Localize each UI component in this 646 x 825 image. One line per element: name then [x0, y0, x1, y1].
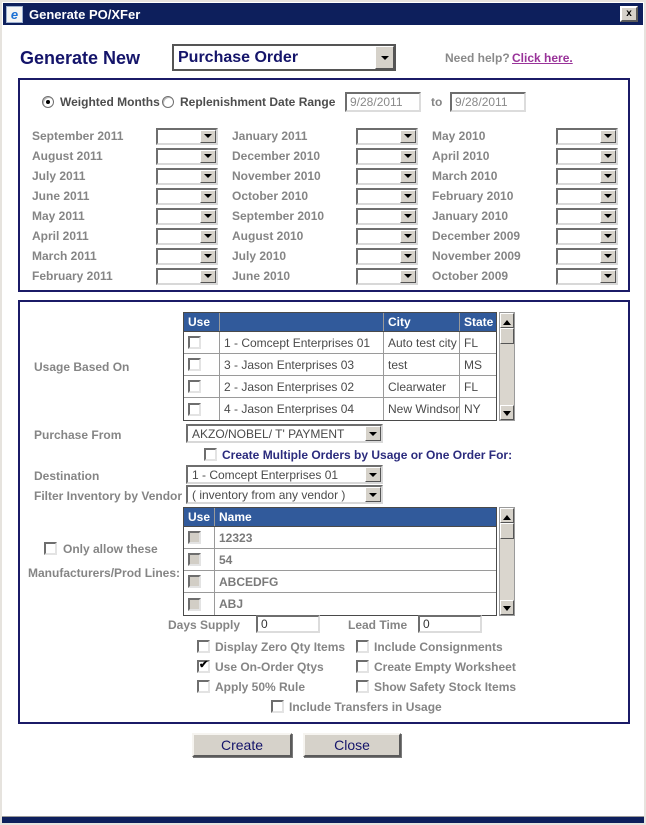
- multiple-orders-checkbox[interactable]: [204, 448, 217, 461]
- entity-name: 1 - Comcept Enterprises 01: [220, 332, 384, 353]
- month-select[interactable]: [556, 268, 618, 285]
- entity-name: 4 - Jason Enterprises 04: [220, 398, 384, 420]
- table-row: [184, 571, 496, 593]
- destination-label: Destination: [34, 469, 100, 483]
- month-label: December 2010: [232, 149, 321, 163]
- chevron-down-icon[interactable]: [200, 190, 216, 203]
- month-label: March 2011: [32, 249, 97, 263]
- weighted-months-label: Weighted Months: [60, 95, 160, 109]
- month-label: December 2009: [432, 229, 521, 243]
- chevron-down-icon[interactable]: [200, 130, 216, 143]
- use-on-order-checkbox[interactable]: [197, 660, 210, 673]
- purchase-from-select[interactable]: [186, 424, 383, 443]
- scroll-down-icon[interactable]: [500, 600, 514, 615]
- month-select[interactable]: [556, 188, 618, 205]
- use-checkbox[interactable]: [188, 380, 201, 393]
- month-label: April 2011: [32, 229, 89, 243]
- filter-vendor-label: Filter Inventory by Vendor: [34, 489, 183, 503]
- scroll-down-icon[interactable]: [500, 405, 514, 420]
- manufacturer-name: 12323: [219, 530, 253, 545]
- table-row: [184, 593, 496, 615]
- display-zero-qty-label: Display Zero Qty Items: [215, 640, 346, 654]
- month-select[interactable]: [556, 208, 618, 225]
- app-icon: e: [6, 6, 23, 23]
- usage-table-header: [184, 313, 496, 332]
- scroll-up-icon[interactable]: [500, 508, 514, 523]
- only-allow-checkbox[interactable]: [44, 542, 57, 555]
- chevron-down-icon[interactable]: [200, 230, 216, 243]
- chevron-down-icon[interactable]: [600, 270, 616, 283]
- entity-name: 2 - Jason Enterprises 02: [220, 376, 384, 397]
- only-allow-label-line1: Only allow these: [63, 542, 158, 556]
- manufacturer-name: ABCEDFG: [219, 574, 279, 589]
- usage-based-on-label: Usage Based On: [34, 360, 130, 374]
- entity-city: test: [384, 354, 460, 375]
- apply-50-rule-label: Apply 50% Rule: [215, 680, 306, 694]
- month-select[interactable]: [556, 248, 618, 265]
- to-label: to: [431, 95, 443, 109]
- manufacturers-scrollbar[interactable]: [499, 507, 515, 616]
- month-select[interactable]: [356, 228, 418, 245]
- month-label: February 2011: [32, 269, 113, 283]
- column-header: State: [464, 315, 494, 329]
- month-label: November 2009: [432, 249, 521, 263]
- purchase-from-label: Purchase From: [34, 428, 122, 442]
- chevron-down-icon[interactable]: [375, 46, 394, 69]
- month-label: July 2010: [232, 249, 287, 263]
- chevron-down-icon[interactable]: [200, 250, 216, 263]
- column-header: Use: [184, 313, 220, 331]
- chevron-down-icon[interactable]: [200, 270, 216, 283]
- month-label: May 2011: [32, 209, 85, 223]
- chevron-down-icon[interactable]: [200, 170, 216, 183]
- days-supply-input[interactable]: [256, 615, 320, 633]
- months-grid: [32, 126, 618, 286]
- column-header: City: [384, 313, 460, 331]
- use-on-order-label: Use On-Order Qtys: [215, 660, 324, 674]
- purchase-from-value: AKZO/NOBEL/ T' PAYMENT: [192, 426, 345, 441]
- scrollbar-thumb[interactable]: [500, 523, 514, 539]
- chevron-down-icon[interactable]: [600, 210, 616, 223]
- chevron-down-icon[interactable]: [600, 190, 616, 203]
- chevron-down-icon[interactable]: [365, 487, 381, 502]
- manufacturer-name: 54: [219, 552, 233, 567]
- month-select[interactable]: [156, 228, 218, 245]
- chevron-down-icon[interactable]: [400, 150, 416, 163]
- include-consignments-checkbox[interactable]: [356, 640, 369, 653]
- month-select[interactable]: [356, 248, 418, 265]
- include-transfers-checkbox[interactable]: [271, 700, 284, 713]
- usage-table: [183, 312, 515, 421]
- scroll-up-icon[interactable]: [500, 313, 514, 328]
- month-label: September 2010: [232, 209, 325, 223]
- entity-state: FL: [464, 379, 479, 394]
- entity-city: Clearwater: [384, 376, 460, 397]
- lead-time-label: Lead Time: [348, 618, 408, 632]
- days-supply-label: Days Supply: [168, 618, 241, 632]
- month-select[interactable]: [156, 168, 218, 185]
- filter-vendor-select[interactable]: [186, 485, 383, 504]
- month-label: February 2010: [432, 189, 514, 203]
- column-header: [220, 313, 384, 331]
- month-label: August 2010: [232, 229, 304, 243]
- entity-state: NY: [464, 402, 481, 416]
- entity-city: New Windsor: [384, 398, 460, 420]
- lead-time-input[interactable]: [418, 615, 482, 633]
- table-row: [184, 549, 496, 571]
- column-header: Name: [219, 510, 252, 524]
- manufacturers-table: [183, 507, 515, 616]
- chevron-down-icon[interactable]: [600, 230, 616, 243]
- month-select[interactable]: [156, 188, 218, 205]
- chevron-down-icon[interactable]: [600, 130, 616, 143]
- manufacturers-table-header: [184, 508, 496, 527]
- generate-new-label: Generate New: [20, 48, 141, 68]
- bottom-bar: [2, 816, 644, 823]
- apply-50-rule-checkbox[interactable]: [197, 680, 210, 693]
- order-options-panel: [18, 300, 630, 724]
- month-label: November 2010: [232, 169, 321, 183]
- chevron-down-icon[interactable]: [200, 150, 216, 163]
- table-row: [184, 354, 496, 376]
- chevron-down-icon[interactable]: [400, 190, 416, 203]
- chevron-down-icon[interactable]: [400, 210, 416, 223]
- month-label: June 2010: [232, 269, 291, 283]
- use-checkbox[interactable]: [188, 358, 201, 371]
- table-row: [184, 527, 496, 549]
- close-dialog-button[interactable]: Close: [303, 733, 401, 757]
- create-empty-worksheet-checkbox[interactable]: [356, 660, 369, 673]
- show-safety-stock-label: Show Safety Stock Items: [374, 680, 517, 694]
- entity-state: FL: [464, 335, 479, 350]
- multiple-orders-label: Create Multiple Orders by Usage or One Order For:: [222, 448, 513, 462]
- chevron-down-icon[interactable]: [400, 130, 416, 143]
- month-select[interactable]: [156, 148, 218, 165]
- generate-type-select[interactable]: [172, 44, 396, 71]
- month-select[interactable]: [356, 168, 418, 185]
- month-label: June 2011: [32, 189, 90, 203]
- close-icon: x: [626, 8, 632, 19]
- use-checkbox[interactable]: [188, 575, 201, 588]
- use-checkbox[interactable]: [188, 598, 201, 611]
- period-panel: [18, 78, 630, 292]
- month-label: April 2010: [432, 149, 490, 163]
- use-checkbox[interactable]: [188, 553, 201, 566]
- include-consignments-label: Include Consignments: [374, 640, 503, 654]
- use-checkbox[interactable]: [188, 531, 201, 544]
- month-label: August 2011: [32, 149, 103, 163]
- month-label: October 2010: [232, 189, 309, 203]
- scrollbar-thumb[interactable]: [500, 328, 514, 344]
- column-header: Use: [184, 508, 215, 526]
- month-select[interactable]: [356, 188, 418, 205]
- entity-state: MS: [464, 357, 482, 372]
- date-from-input[interactable]: [345, 92, 421, 112]
- weighted-months-radio[interactable]: [42, 96, 54, 108]
- entity-name: 3 - Jason Enterprises 03: [220, 354, 384, 375]
- month-select[interactable]: [156, 208, 218, 225]
- chevron-down-icon[interactable]: [600, 150, 616, 163]
- usage-scrollbar[interactable]: [499, 312, 515, 421]
- destination-select[interactable]: [186, 465, 383, 484]
- display-zero-qty-checkbox[interactable]: [197, 640, 210, 653]
- create-button[interactable]: Create: [192, 733, 292, 757]
- destination-value: 1 - Comcept Enterprises 01: [192, 467, 339, 482]
- month-select[interactable]: [156, 248, 218, 265]
- month-label: May 2010: [432, 129, 486, 143]
- month-select[interactable]: [556, 148, 618, 165]
- use-checkbox[interactable]: [188, 336, 201, 349]
- month-select[interactable]: [556, 168, 618, 185]
- month-select[interactable]: [156, 128, 218, 145]
- entity-city: Auto test city: [384, 332, 460, 353]
- chevron-down-icon[interactable]: [600, 170, 616, 183]
- show-safety-stock-checkbox[interactable]: [356, 680, 369, 693]
- help-link[interactable]: Click here.: [512, 51, 573, 65]
- table-row: [184, 376, 496, 398]
- need-help-label: Need help?: [445, 51, 510, 65]
- month-label: September 2011: [32, 129, 124, 143]
- chevron-down-icon[interactable]: [365, 467, 381, 482]
- chevron-down-icon[interactable]: [200, 210, 216, 223]
- include-transfers-label: Include Transfers in Usage: [289, 700, 442, 714]
- table-row: [184, 398, 496, 420]
- date-to-input[interactable]: [450, 92, 526, 112]
- create-empty-worksheet-label: Create Empty Worksheet: [374, 660, 516, 674]
- chevron-down-icon[interactable]: [400, 230, 416, 243]
- chevron-down-icon[interactable]: [400, 270, 416, 283]
- month-label: January 2011: [232, 129, 308, 143]
- use-checkbox[interactable]: [188, 403, 201, 416]
- month-select[interactable]: [156, 268, 218, 285]
- table-row: [184, 332, 496, 354]
- chevron-down-icon[interactable]: [600, 250, 616, 263]
- replenishment-label: Replenishment Date Range: [180, 95, 336, 109]
- month-select[interactable]: [356, 268, 418, 285]
- chevron-down-icon[interactable]: [400, 170, 416, 183]
- window-title: Generate PO/XFer: [29, 6, 141, 22]
- month-select[interactable]: [356, 208, 418, 225]
- manufacturer-name: ABJ: [219, 597, 244, 611]
- month-label: October 2009: [432, 269, 509, 283]
- month-select[interactable]: [556, 128, 618, 145]
- month-select[interactable]: [356, 148, 418, 165]
- filter-vendor-value: ( inventory from any vendor ): [192, 487, 346, 502]
- month-select[interactable]: [356, 128, 418, 145]
- chevron-down-icon[interactable]: [400, 250, 416, 263]
- replenishment-radio[interactable]: [162, 96, 174, 108]
- month-label: July 2011: [32, 169, 86, 183]
- month-select[interactable]: [556, 228, 618, 245]
- month-label: March 2010: [432, 169, 498, 183]
- generate-type-value: Purchase Order: [178, 48, 299, 66]
- month-label: January 2010: [432, 209, 509, 223]
- close-button[interactable]: [620, 6, 638, 22]
- chevron-down-icon[interactable]: [365, 426, 381, 441]
- title-bar: [3, 3, 643, 25]
- only-allow-label-line2: Manufacturers/Prod Lines:: [28, 566, 181, 580]
